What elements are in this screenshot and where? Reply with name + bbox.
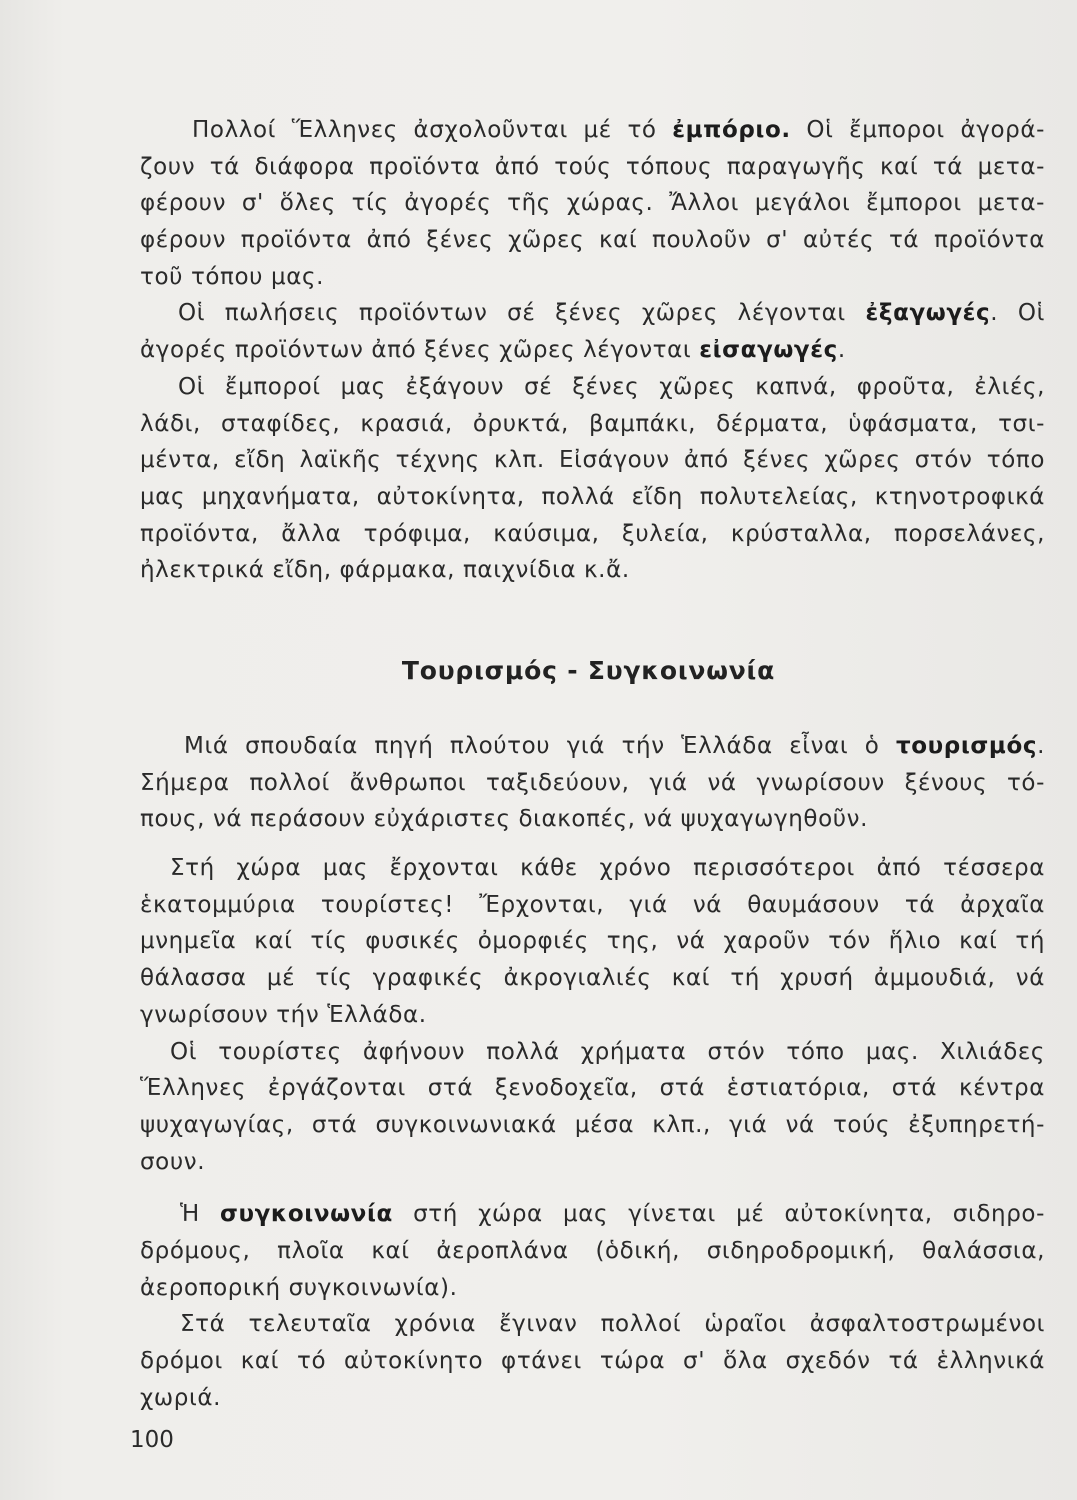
text-line: τοῦ τόπου μας.: [140, 263, 324, 290]
text-line: μας μηχανήματα, αὐτοκίνητα, πολλά εἴδη πολυτελείας, κτηνοτροφικά: [140, 483, 1045, 510]
text-line: Στά τελευταῖα χρόνια ἔγιναν πολλοί ὡραῖοι ἀσφαλτοστρωμένοι: [180, 1311, 1045, 1338]
term-tourismos: τουρισμός: [895, 733, 1038, 759]
term-sygkoinonia: συγκοινωνία: [220, 1201, 393, 1228]
paragraph-gap: [140, 838, 1045, 850]
text-line: Πολλοί Ἕλληνες ἀσχολοῦνται μέ τό ἐμπόριο. Οἱ ἔμποροι ἀγορά-: [192, 117, 1045, 143]
text-line: Ἡ συγκοινωνία στή χώρα μας γίνεται μέ αὐτοκίνητα, σιδηρο-: [180, 1201, 1045, 1228]
text-line: γνωρίσουν τήν Ἑλλάδα.: [140, 1001, 427, 1028]
text-line: δρόμοι καί τό αὐτοκίνητο φτάνει τώρα σ' ὅλα σχεδόν τά ἑλληνικά: [140, 1348, 1045, 1374]
text-line: ψυχαγωγίας, στά συγκοινωνιακά μέσα κλπ., γιά νά τούς ἐξυπηρετή-: [140, 1111, 1045, 1138]
term-exagoges: ἐξαγωγές: [865, 300, 991, 327]
text-line: Οἱ τουρίστες ἀφήνουν πολλά χρήματα στόν τόπο μας. Χιλιάδες: [170, 1038, 1045, 1065]
text-line: ἀεροπορική συγκοινωνία).: [140, 1274, 458, 1301]
text-line: μνημεῖα καί τίς φυσικές ὀμορφιές της, νά χαροῦν τόν ἥλιο καί τή: [140, 928, 1045, 955]
text-line: Μιά σπουδαία πηγή πλούτου γιά τήν Ἑλλάδα εἶναι ὁ τουρισμός.: [184, 733, 1045, 759]
text-line: ἀγορές προϊόντων ἀπό ξένες χῶρες λέγονται εἰσαγωγές.: [140, 337, 846, 364]
text-line: Ἕλληνες ἐργάζονται στά ξενοδοχεῖα, στά ἑστιατόρια, στά κέντρα: [140, 1075, 1045, 1102]
page-number: 100: [130, 1427, 174, 1453]
trade-section: [140, 112, 1045, 589]
tourism-section: [140, 728, 1045, 1416]
text-line: Σήμερα πολλοί ἄνθρωποι ταξιδεύουν, γιά νά γνωρίσουν ξένους τό-: [140, 769, 1045, 796]
text-line: Οἱ πωλήσεις προϊόντων σέ ξένες χῶρες λέγονται ἐξαγωγές. Οἱ: [178, 300, 1045, 327]
text-line: δρόμους, πλοῖα καί ἀεροπλάνα (ὁδική, σιδηροδρομική, θαλάσσια,: [140, 1237, 1045, 1264]
term-eisagoges: εἰσαγωγές: [699, 337, 838, 364]
section-heading: Τουρισμός - Συγκοινωνία: [401, 656, 776, 685]
text-line: ἠλεκτρικά εἴδη, φάρμακα, παιχνίδια κ.ἄ.: [140, 557, 630, 584]
text-line: ἑκατομμύρια τουρίστες! Ἔρχονται, γιά νά θαυμάσουν τά ἀρχαῖα: [140, 891, 1045, 918]
text-line: λάδι, σταφίδες, κρασιά, ὀρυκτά, βαμπάκι, δέρματα, ὑφάσματα, τσι-: [140, 410, 1045, 437]
text-line: Οἱ ἔμποροί μας ἐξάγουν σέ ξένες χῶρες καπνά, φροῦτα, ἐλιές,: [178, 373, 1045, 400]
text-line: χωριά.: [140, 1384, 222, 1411]
text-line: πους, νά περάσουν εὐχάριστες διακοπές, νά ψυχαγωγηθοῦν.: [140, 806, 869, 833]
text-line: προϊόντα, ἄλλα τρόφιμα, καύσιμα, ξυλεία, κρύσταλλα, πορσελάνες,: [140, 520, 1045, 547]
text-line: σουν.: [140, 1148, 206, 1175]
paragraph-gap: [140, 1180, 1045, 1196]
text-line: φέρουν προϊόντα ἀπό ξένες χῶρες καί πουλοῦν σ' αὐτές τά προϊόντα: [140, 227, 1045, 254]
text-line: θάλασσα μέ τίς γραφικές ἀκρογιαλιές καί τή χρυσή ἀμμουδιά, νά: [140, 965, 1045, 992]
text-line: φέρουν σ' ὅλες τίς ἀγορές τῆς χώρας. Ἄλλοι μεγάλοι ἔμποροι μετα-: [140, 190, 1045, 217]
text-line: ζουν τά διάφορα προϊόντα ἀπό τούς τόπους παραγωγῆς καί τά μετα-: [140, 153, 1045, 180]
text-line: μέντα, εἴδη λαϊκῆς τέχνης κλπ. Εἰσάγουν ἀπό ξένες χῶρες στόν τόπο: [140, 447, 1045, 474]
text-line: Στή χώρα μας ἔρχονται κάθε χρόνο περισσότεροι ἀπό τέσσερα: [170, 855, 1045, 882]
term-emporio: ἐμπόριο.: [672, 117, 791, 143]
